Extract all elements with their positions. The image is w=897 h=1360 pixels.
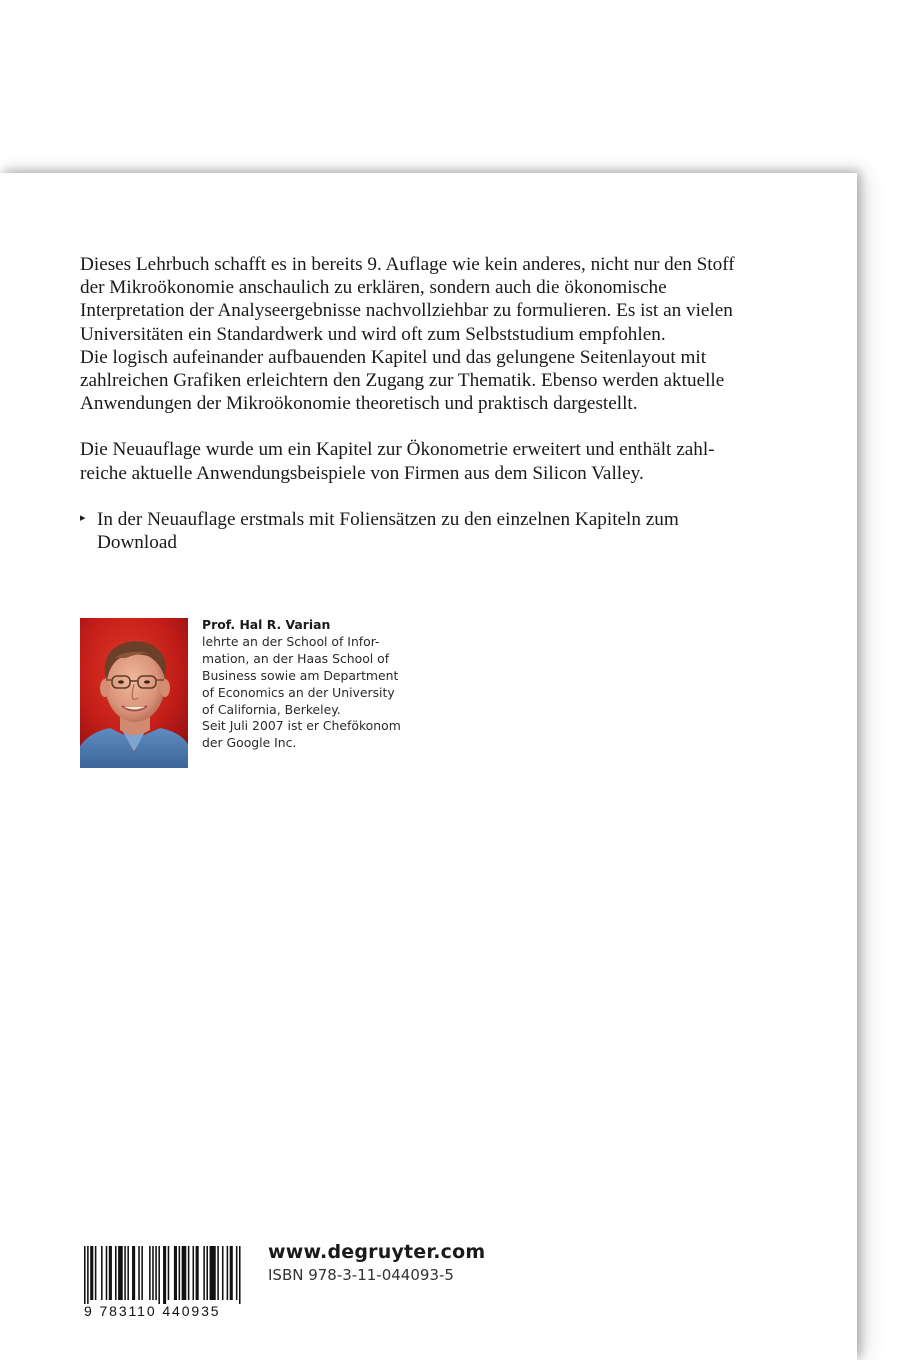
barcode-bar: [115, 1246, 117, 1300]
barcode-bar: [217, 1246, 219, 1300]
barcode-bar: [149, 1246, 151, 1300]
barcode-bar: [174, 1246, 177, 1300]
barcode-bar: [124, 1246, 126, 1300]
barcode-bar: [222, 1246, 224, 1300]
barcode-bar: [95, 1246, 97, 1300]
blurb-line: der Mikroökonomie anschaulich zu erklären, sondern auch die ökonomische: [80, 277, 667, 299]
blurb-line: Universitäten ein Standardwerk und wird oft zum Selbststudium empfohlen.: [80, 323, 666, 345]
bio-line: lehrte an der School of Infor-: [202, 633, 380, 649]
bullet-line: Download: [97, 532, 177, 554]
barcode-bar: [236, 1246, 238, 1300]
author-bio: [202, 617, 502, 752]
barcode-bar: [109, 1246, 112, 1300]
bio-line: of California, Berkeley.: [202, 701, 341, 717]
bio-line: of Economics an der University: [202, 684, 395, 700]
bio-line: Business sowie am Department: [202, 667, 399, 683]
barcode-bar: [127, 1246, 129, 1300]
blurb-line: Anwendungen der Mikroökonomie theoretisch und praktisch dargestellt.: [80, 393, 638, 415]
barcode-digits: 9 783110 440935: [84, 1303, 221, 1319]
barcode-bar: [239, 1246, 241, 1304]
blurb-line: reiche aktuelle Anwendungsbeispiele von Firmen aus dem Silicon Valley.: [80, 462, 644, 484]
barcode-bar: [188, 1246, 190, 1300]
bullet-line: In der Neuauflage erstmals mit Foliensätzen zu den einzelnen Kapiteln zum: [97, 508, 679, 530]
barcode-bar: [90, 1246, 93, 1300]
barcode-bar: [155, 1246, 157, 1300]
barcode-bar: [182, 1246, 187, 1300]
barcode-bar: [168, 1246, 170, 1300]
feature-bullet: [80, 508, 800, 554]
barcode-bar: [106, 1246, 108, 1300]
bio-line: mation, an der Haas School of: [202, 650, 390, 666]
publisher-info: [268, 1240, 485, 1286]
barcode-bars: [84, 1246, 242, 1304]
barcode-bar: [230, 1246, 233, 1300]
blurb-line: Interpretation der Analyseergebnisse nachvollziehbar zu formulieren. Es ist an vielen: [80, 300, 733, 322]
blurb-line: Die logisch aufeinander aufbauenden Kapitel und das gelungene Seitenlayout mit: [80, 346, 707, 368]
publisher-website-link[interactable]: www.degruyter.com: [268, 1241, 486, 1263]
barcode-bar: [84, 1246, 86, 1304]
isbn-barcode: [84, 1246, 244, 1322]
barcode-bar: [227, 1246, 229, 1300]
barcode-bar: [158, 1246, 160, 1304]
barcode-bar: [179, 1246, 181, 1300]
barcode-bar: [118, 1246, 123, 1300]
blurb-line: Die Neuauflage wurde um ein Kapitel zur Ökonometrie erweitert und enthält zahl-: [80, 439, 715, 461]
barcode-bar: [87, 1246, 89, 1304]
blurb-line: zahlreichen Grafiken erleichtern den Zugang zur Thematik. Ebenso werden aktuelle: [80, 370, 725, 392]
blurb-paragraph-1: [80, 253, 800, 415]
barcode-bar: [196, 1246, 199, 1300]
barcode-bar: [163, 1246, 166, 1304]
author-block: [80, 618, 500, 770]
isbn-number: ISBN 978-3-11-044093-5: [268, 1266, 454, 1284]
author-portrait: [80, 618, 188, 768]
bio-line: der Google Inc.: [202, 735, 297, 751]
barcode-bar: [141, 1246, 143, 1300]
barcode-bar: [138, 1246, 140, 1300]
bullet-text: [97, 508, 800, 554]
bullet-triangle-icon: ▸: [80, 511, 86, 524]
barcode-bar: [193, 1246, 195, 1300]
bio-line: Seit Juli 2007 ist er Chefökonom: [202, 718, 401, 734]
author-name: Prof. Hal R. Varian: [202, 617, 331, 632]
barcode-bar: [206, 1246, 208, 1300]
barcode-bar: [101, 1246, 103, 1300]
book-back-cover: [0, 173, 857, 1360]
blurb-line: Dieses Lehrbuch schafft es in bereits 9. Auflage wie kein anderes, nicht nur den Stoff: [80, 254, 735, 275]
blurb-paragraph-2: [80, 438, 800, 484]
barcode-bar: [152, 1246, 154, 1300]
barcode-bar: [132, 1246, 135, 1300]
barcode-bar: [203, 1246, 205, 1300]
barcode-bar: [210, 1246, 216, 1300]
blurb-text: [80, 253, 800, 554]
